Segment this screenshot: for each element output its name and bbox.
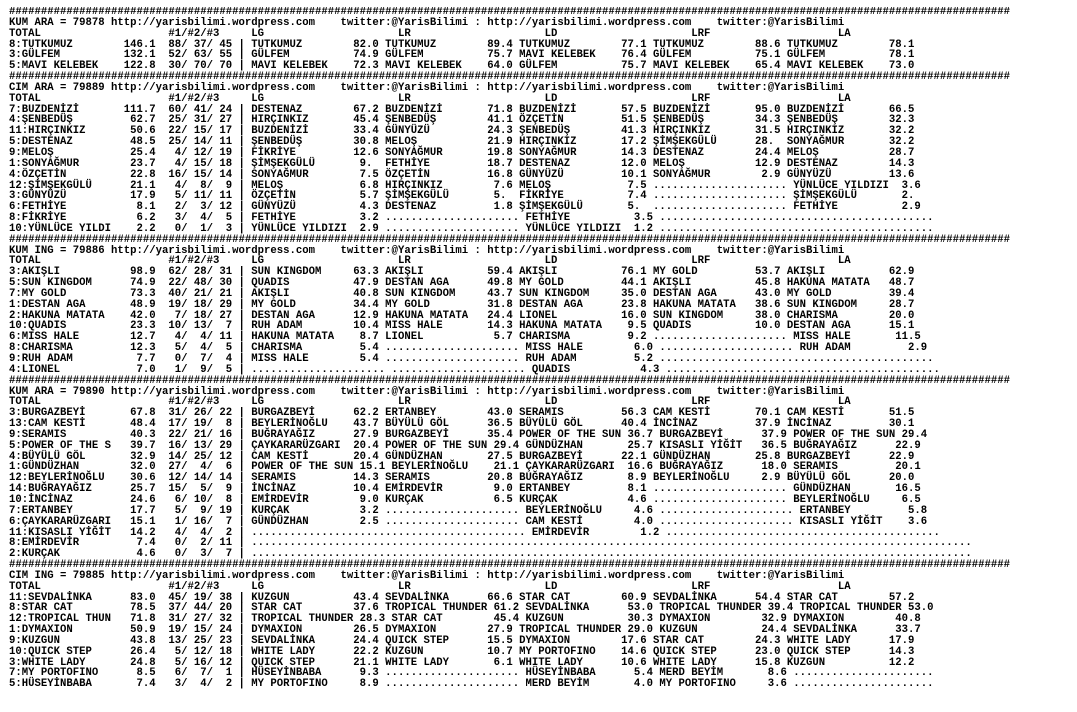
result-row: 9:KUZGUN 43.8 13/ 25/ 23 | SEVDALİNKA 24.4 QUICK STEP 15.5 DYMAXION 17.6 STAR CAT 24.3 WHITE LADY 17.9 [9,634,915,647]
results-text [9,7,1075,690]
race-header-line: KUM ARA = 79878 http://yarisbilimi.wordpress.com twitter:@YarisBilimi : http://yarisbilimi.wordpress.com twitter:@YarisBilimi [9,16,845,29]
result-row: 12:BEYLERİNOĞLU 30.6 12/ 14/ 14 | SERAMIS 14.3 SERAMIS 20.8 BUĞRAYAĞIZ 8.9 BEYLERİNOĞLU 2.9 BÜYÜLÜ GÖL 20.0 [9,472,915,485]
result-row: 8:CHARISMA 12.3 5/ 4/ 5 | CHARISMA 5.4 ..................... MISS HALE 6.0 ..................... RUH ADAM 2.9 [9,342,928,355]
result-row: 3:BURGAZBEYİ 67.8 31/ 26/ 22 | BURGAZBEYİ 62.2 ERTANBEY 43.0 SERAMIS 56.3 CAM KESTİ 70.1 CAM KESTİ 51.5 [9,407,915,420]
result-row: 7:ERTANBEY 17.7 5/ 9/ 19 | KURÇAK 3.2 ..................... BEYLERİNOĞLU 4.6 ..................... ERTANBEY 5.8 [9,504,928,517]
separator-line: ############################################################################################################################################################# [9,559,1011,572]
result-row: 9:SERAMIS 40.3 22/ 21/ 16 | BUĞRAYAĞIZ 27.9 BURGAZBEYİ 35.4 POWER OF THE SUN 36.7 BURGAZBEYİ 37.9 POWER OF THE SUN 29.4 [9,428,928,441]
result-row: 6:FETHİYE 8.1 2/ 3/ 12 | GÜNYÜZÜ 4.3 DESTENAZ 1.8 ŞİMŞEKGÜLÜ 5. ..................... FETHİYE 2.9 [9,201,921,214]
result-row: 1:SONYAĞMUR 23.7 4/ 15/ 18 | ŞİMŞEKGÜLÜ 9. FETHİYE 18.7 DESTENAZ 12.0 MELOŞ 12.9 DESTENAZ 14.3 [9,157,915,170]
result-row: 11:HIRÇINKIZ 50.6 22/ 15/ 17 | BUZDENİZİ 33.4 GÜNYÜZÜ 24.3 ŞENBEDÜŞ 41.3 HIRÇINKIZ 31.5 HIRÇINKIZ 32.2 [9,125,915,138]
race-header-line: KUM ING = 79886 http://yarisbilimi.wordpress.com twitter:@YarisBilimi : http://yarisbilimi.wordpress.com twitter:@YarisBilimi [9,244,845,257]
result-row: 12:TROPICAL THUN 71.8 31/ 27/ 32 | TROPICAL THUNDER 28.3 STAR CAT 45.4 KUZGUN 30.3 DYMAXION 32.9 DYMAXION 40.8 [9,613,921,626]
result-row: 7:MY GOLD 73.3 40/ 21/ 21 | AKIŞLI 40.8 SUN KINGDOM 43.7 SUN KINGDOM 35.0 DESTAN AGA 43.0 MY GOLD 39.4 [9,287,915,300]
result-row: 4:ŞENBEDÜŞ 62.7 25/ 31/ 27 | HIRÇINKIZ 45.4 ŞENBEDÜŞ 41.1 ÖZÇETİN 51.5 ŞENBEDÜŞ 34.3 ŞENBEDÜŞ 32.3 [9,114,915,127]
result-row: 3:GÜLFEM 132.1 52/ 63/ 55 | GÜLFEM 74.9 GÜLFEM 75.7 MAVI KELEBEK 76.4 GÜLFEM 75.1 GÜLFEM 78.1 [9,49,915,62]
results-document [9,7,1075,709]
column-header-line: TOTAL #1/#2/#3 LG LR LD LRF LA [9,255,851,268]
separator-line: ############################################################################################################################################################# [9,71,1011,84]
column-header-line: TOTAL #1/#2/#3 LG LR LD LRF LA [9,27,851,40]
result-row: 2:HAKUNA MATATA 42.0 7/ 18/ 27 | DESTAN AGA 12.9 HAKUNA MATATA 24.4 LIONEL 16.0 SUN KINGDOM 38.0 CHARISMA 20.0 [9,309,915,322]
result-row: 5:POWER OF THE S 39.7 16/ 13/ 29 | ÇAYKARARÜZGARI 20.4 POWER OF THE SUN 29.4 GÜNDÜZHAN 25.7 KISASLI YİĞİT 36.5 BUĞRAYAĞIZ 22.9 [9,439,921,452]
result-row: 8:TUTKUMUZ 146.1 88/ 37/ 45 | TUTKUMUZ 82.0 TUTKUMUZ 89.4 TUTKUMUZ 77.1 TUTKUMUZ 88.6 TUTKUMUZ 78.1 [9,38,915,51]
result-row: 10:YÜNLÜCE YILDI 2.2 0/ 1/ 3 | YÜNLÜCE YILDIZI 2.9 ..................... YÜNLÜCE YILDIZI 1.2 ........................................... [9,222,934,235]
result-row: 5:SUN KINGDOM 74.9 22/ 48/ 30 | QUADIS 47.9 DESTAN AGA 49.8 MY GOLD 44.1 AKIŞLI 45.8 HAKUNA MATATA 48.7 [9,277,915,290]
result-row: 1:DYMAXION 50.9 19/ 15/ 24 | DYMAXION 26.5 DYMAXION 27.9 TROPICAL THUNDER 29.0 KUZGUN 24.4 SEVDALİNKA 33.7 [9,624,921,637]
result-row: 4:LIONEL 7.0 1/ 9/ 5 | ..................... ..................... QUADIS 4.3 ........................................... [9,363,940,376]
result-row: 5:HÜSEYİNBABA 7.4 3/ 4/ 2 | MY PORTOFINO 8.9 ..................... MERD BEYİM 4.0 MY PORTOFINO 3.6 ...................... [9,678,934,691]
result-row: 1:DESTAN AGA 48.9 19/ 18/ 29 | MY GOLD 34.4 MY GOLD 31.8 DESTAN AGA 23.8 HAKUNA MATATA 38.6 SUN KINGDOM 28.7 [9,298,915,311]
result-row: 7:MY PORTOFINO 8.5 6/ 7/ 1 | HÜSEYİNBABA 9.3 ..................... HÜSEYİNBABA 5.4 MERD BEYİM 8.6 ...................... [9,667,934,680]
result-row: 14:BUĞRAYAĞIZ 25.7 15/ 5/ 9 | İNCİNAZ 10.4 EMİRDEVİR 9.0 ERTANBEY 8.1 ..................... GÜNDÜZHAN 16.5 [9,483,921,496]
result-row: 9:RUH ADAM 7.7 0/ 7/ 4 | MISS HALE 5.4 ..................... RUH ADAM 5.2 ........................................... [9,353,934,365]
result-row: 3:GÜNYÜZÜ 17.9 5/ 11/ 11 | ÖZÇETİN 5.7 ŞİMŞEKGÜLÜ 5. FİKRİYE 7.4 ..................... ŞİMŞEKGÜLÜ 2. [9,190,915,203]
result-row: 4:BÜYÜLÜ GÖL 32.9 14/ 25/ 12 | CAM KESTİ 20.4 GÜNDÜZHAN 27.5 BURGAZBEYİ 22.1 GÜNDÜZHAN 25.8 BURGAZBEYİ 22.9 [9,450,915,463]
result-row: 4:ÖZÇETİN 22.8 16/ 15/ 14 | SONYAĞMUR 7.5 ÖZÇETİN 16.8 GÜNYÜZÜ 10.1 SONYAĞMUR 2.9 GÜNYÜZÜ 13.6 [9,168,915,181]
result-row: 10:İNCİNAZ 24.6 6/ 10/ 8 | EMİRDEVİR 9.0 KURÇAK 6.5 KURÇAK 4.6 ..................... BEYLERİNOĞLU 6.5 [9,493,921,506]
result-row: 11:SEVDALİNKA 83.0 45/ 19/ 38 | KUZGUN 43.4 SEVDALİNKA 66.6 STAR CAT 60.9 SEVDALİNKA 54.4 STAR CAT 57.2 [9,591,915,604]
result-row: 5:DESTENAZ 48.5 25/ 14/ 11 | ŞENBEDÜŞ 30.8 MELOŞ 21.9 HIRÇINKIZ 17.2 ŞİMŞEKGÜLÜ 28. SONYAĞMUR 32.2 [9,136,915,149]
race-header-line: KUM ARA = 79890 http://yarisbilimi.wordpress.com twitter:@YarisBilimi : http://yarisbilimi.wordpress.com twitter:@YarisBilimi [9,385,845,398]
result-row: 7:BUZDENİZİ 111.7 60/ 41/ 24 | DESTENAZ 67.2 BUZDENİZİ 71.8 BUZDENİZİ 57.5 BUZDENİZİ 95.0 BUZDENİZİ 66.5 [9,103,915,116]
result-row: 3:WHITE LADY 24.8 5/ 16/ 12 | QUICK STEP 21.1 WHITE LADY 6.1 WHITE LADY 10.6 WHITE LADY 15.8 KUZGUN 12.2 [9,656,915,669]
result-row: 8:EMİRDEVİR 7.4 0/ 2/ 11 | ................................................................................................................. [9,537,972,550]
result-row: 10:QUICK STEP 26.4 5/ 12/ 18 | WHITE LADY 22.2 KUZGUN 10.7 MY PORTOFINO 14.6 QUICK STEP 23.0 QUICK STEP 14.3 [9,645,915,658]
column-header-line: TOTAL #1/#2/#3 LG LR LD LRF LA [9,580,851,593]
result-row: 8:STAR CAT 78.5 37/ 44/ 20 | STAR CAT 37.6 TROPICAL THUNDER 61.2 SEVDALİNKA 53.0 TROPICAL THUNDER 39.4 TROPICAL THUNDER 53.0 [9,602,934,615]
race-header-line: CIM ARA = 79889 http://yarisbilimi.wordpress.com twitter:@YarisBilimi : http://yarisbilimi.wordpress.com twitter:@YarisBilimi [9,81,845,94]
result-row: 13:CAM KESTİ 48.4 17/ 19/ 8 | BEYLERİNOĞLU 43.7 BÜYÜLÜ GÖL 36.5 BÜYÜLÜ GÖL 40.4 İNCİNAZ 37.9 İNCİNAZ 30.1 [9,418,915,431]
result-row: 11:KISASLI YİĞİT 14.2 4/ 4/ 2 | ........................................... EMİRDEVİR 1.2 ........................................... [9,526,940,539]
separator-line: ############################################################################################################################################################# [9,7,1011,18]
race-header-line: CIM ING = 79885 http://yarisbilimi.wordpress.com twitter:@YarisBilimi : http://yarisbilimi.wordpress.com twitter:@YarisBilimi [9,569,845,582]
column-header-line: TOTAL #1/#2/#3 LG LR LD LRF LA [9,396,851,409]
column-header-line: TOTAL #1/#2/#3 LG LR LD LRF LA [9,92,851,105]
result-row: 8:FİKRİYE 6.2 3/ 4/ 5 | FETHİYE 3.2 ..................... FETHİYE 3.5 ........................................... [9,212,934,225]
result-row: 12:ŞİMŞEKGÜLÜ 21.1 4/ 8/ 9 | MELOŞ 6.8 HIRÇINKIZ 7.6 MELOŞ 7.5 ..................... YÜNLÜCE YILDIZI 3.6 [9,179,921,192]
separator-line: ############################################################################################################################################################# [9,233,1011,246]
result-row: 9:MELOŞ 25.4 4/ 12/ 19 | FİKRİYE 12.6 SONYAĞMUR 19.8 SONYAĞMUR 14.3 DESTENAZ 24.4 MELOŞ 28.7 [9,146,915,159]
separator-line: ############################################################################################################################################################# [9,374,1011,387]
result-row: 5:MAVI KELEBEK 122.8 30/ 70/ 70 | MAVI KELEBEK 72.3 MAVI KELEBEK 64.0 GÜLFEM 75.7 MAVI KELEBEK 65.4 MAVI KELEBEK 73.0 [9,60,915,73]
result-row: 10:QUADIS 23.3 10/ 13/ 7 | RUH ADAM 10.4 MISS HALE 14.3 HAKUNA MATATA 9.5 QUADIS 10.0 DESTAN AGA 15.1 [9,320,915,333]
result-row: 1:GÜNDÜZHAN 32.0 27/ 4/ 6 | POWER OF THE SUN 15.1 BEYLERİNOĞLU 21.1 ÇAYKARARÜZGARI 16.6 BUĞRAYAĞIZ 18.0 SERAMIS 20.1 [9,461,921,474]
result-row: 6:ÇAYKARARÜZGARI 15.1 1/ 16/ 7 | GÜNDÜZHAN 2.5 ..................... CAM KESTİ 4.0 ..................... KISASLI YİĞİT 3.6 [9,515,928,528]
result-row: 3:AKIŞLI 98.9 62/ 28/ 31 | SUN KINGDOM 63.3 AKIŞLI 59.4 AKIŞLI 76.1 MY GOLD 53.7 AKIŞLI 62.9 [9,266,915,279]
result-row: 2:KURÇAK 4.6 0/ 3/ 7 | ................................................................................................................. [9,548,972,561]
result-row: 6:MISS HALE 12.7 4/ 4/ 11 | HAKUNA MATATA 8.7 LIONEL 5.7 CHARISMA 9.2 ..................... MISS HALE 11.5 [9,331,921,344]
